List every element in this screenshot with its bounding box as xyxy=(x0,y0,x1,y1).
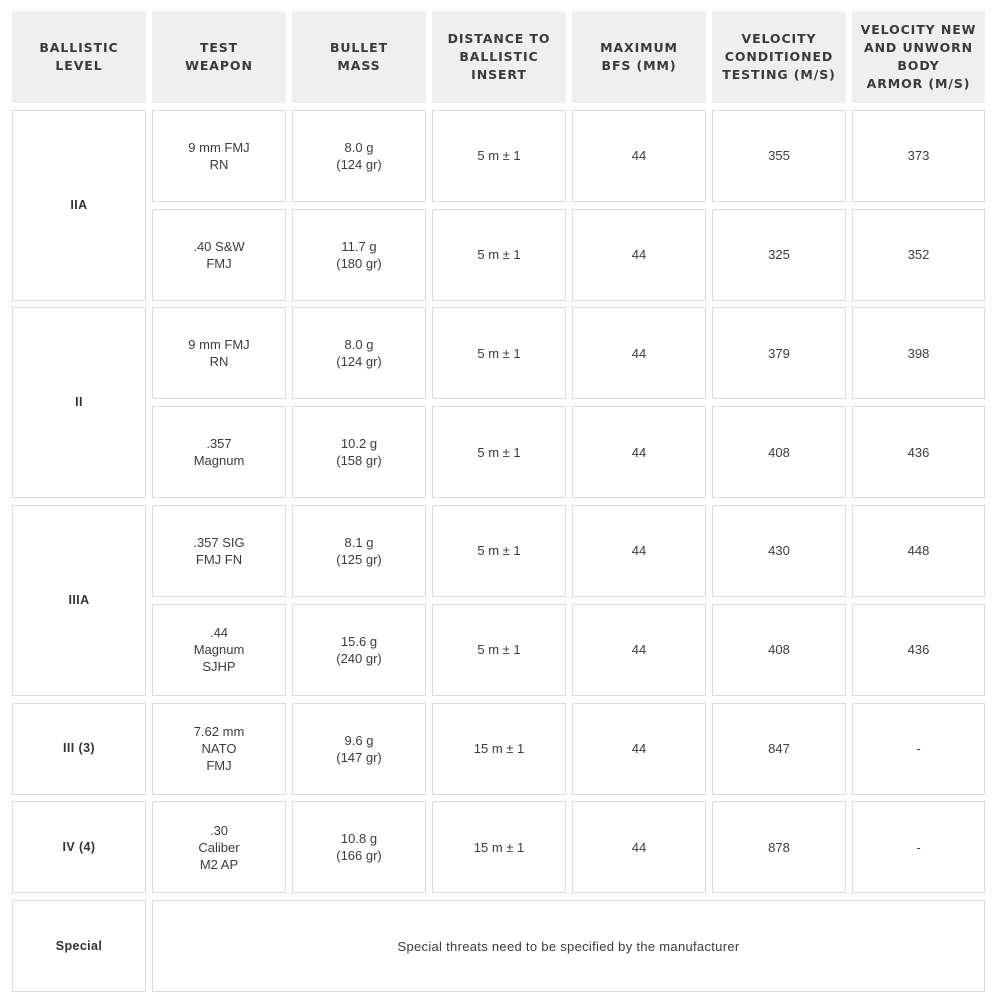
cell-test-weapon: .357 SIG FMJ FN xyxy=(152,505,286,597)
header-test-weapon: TEST WEAPON xyxy=(152,11,286,103)
special-threats-note: Special threats need to be specified by the manufacturer xyxy=(152,900,985,992)
cell-max-bfs: 44 xyxy=(572,801,706,893)
cell-bullet-mass: 11.7 g (180 gr) xyxy=(292,209,426,301)
cell-bullet-mass: 15.6 g (240 gr) xyxy=(292,604,426,696)
cell-max-bfs: 44 xyxy=(572,703,706,795)
cell-test-weapon: .44 Magnum SJHP xyxy=(152,604,286,696)
level-cell-iii: III (3) xyxy=(12,703,146,795)
cell-distance: 5 m ± 1 xyxy=(432,406,566,498)
cell-bullet-mass: 10.8 g (166 gr) xyxy=(292,801,426,893)
cell-velocity-new: - xyxy=(852,703,985,795)
cell-velocity-new: - xyxy=(852,801,985,893)
cell-max-bfs: 44 xyxy=(572,505,706,597)
cell-velocity-new: 352 xyxy=(852,209,985,301)
cell-test-weapon: 9 mm FMJ RN xyxy=(152,110,286,202)
cell-distance: 5 m ± 1 xyxy=(432,307,566,399)
ballistic-levels-table xyxy=(12,11,989,992)
cell-distance: 15 m ± 1 xyxy=(432,703,566,795)
level-cell-ii: II xyxy=(12,307,146,498)
cell-velocity-new: 398 xyxy=(852,307,985,399)
level-cell-special: Special xyxy=(12,900,146,992)
header-max-bfs: MAXIMUM BFS (MM) xyxy=(572,11,706,103)
cell-max-bfs: 44 xyxy=(572,406,706,498)
cell-distance: 15 m ± 1 xyxy=(432,801,566,893)
cell-max-bfs: 44 xyxy=(572,110,706,202)
cell-max-bfs: 44 xyxy=(572,209,706,301)
cell-test-weapon: .30 Caliber M2 AP xyxy=(152,801,286,893)
cell-velocity-conditioned: 408 xyxy=(712,604,846,696)
level-cell-iv: IV (4) xyxy=(12,801,146,893)
cell-test-weapon: .40 S&W FMJ xyxy=(152,209,286,301)
cell-max-bfs: 44 xyxy=(572,307,706,399)
cell-velocity-new: 373 xyxy=(852,110,985,202)
cell-velocity-conditioned: 325 xyxy=(712,209,846,301)
cell-test-weapon: .357 Magnum xyxy=(152,406,286,498)
cell-bullet-mass: 10.2 g (158 gr) xyxy=(292,406,426,498)
cell-test-weapon: 9 mm FMJ RN xyxy=(152,307,286,399)
cell-distance: 5 m ± 1 xyxy=(432,505,566,597)
cell-velocity-new: 436 xyxy=(852,406,985,498)
cell-distance: 5 m ± 1 xyxy=(432,604,566,696)
cell-distance: 5 m ± 1 xyxy=(432,110,566,202)
cell-bullet-mass: 9.6 g (147 gr) xyxy=(292,703,426,795)
cell-velocity-conditioned: 878 xyxy=(712,801,846,893)
header-velocity-conditioned: VELOCITY CONDITIONED TESTING (M/S) xyxy=(712,11,846,103)
header-velocity-new: VELOCITY NEW AND UNWORN BODY ARMOR (M/S) xyxy=(852,11,985,103)
header-bullet-mass: BULLET MASS xyxy=(292,11,426,103)
cell-velocity-conditioned: 408 xyxy=(712,406,846,498)
cell-distance: 5 m ± 1 xyxy=(432,209,566,301)
level-cell-iia: IIA xyxy=(12,110,146,301)
cell-velocity-conditioned: 430 xyxy=(712,505,846,597)
cell-velocity-conditioned: 355 xyxy=(712,110,846,202)
cell-velocity-conditioned: 847 xyxy=(712,703,846,795)
cell-bullet-mass: 8.0 g (124 gr) xyxy=(292,307,426,399)
cell-bullet-mass: 8.0 g (124 gr) xyxy=(292,110,426,202)
level-cell-iiia: IIIA xyxy=(12,505,146,696)
cell-test-weapon: 7.62 mm NATO FMJ xyxy=(152,703,286,795)
header-distance: DISTANCE TO BALLISTIC INSERT xyxy=(432,11,566,103)
header-ballistic-level: BALLISTIC LEVEL xyxy=(12,11,146,103)
cell-bullet-mass: 8.1 g (125 gr) xyxy=(292,505,426,597)
cell-velocity-conditioned: 379 xyxy=(712,307,846,399)
cell-max-bfs: 44 xyxy=(572,604,706,696)
cell-velocity-new: 448 xyxy=(852,505,985,597)
cell-velocity-new: 436 xyxy=(852,604,985,696)
